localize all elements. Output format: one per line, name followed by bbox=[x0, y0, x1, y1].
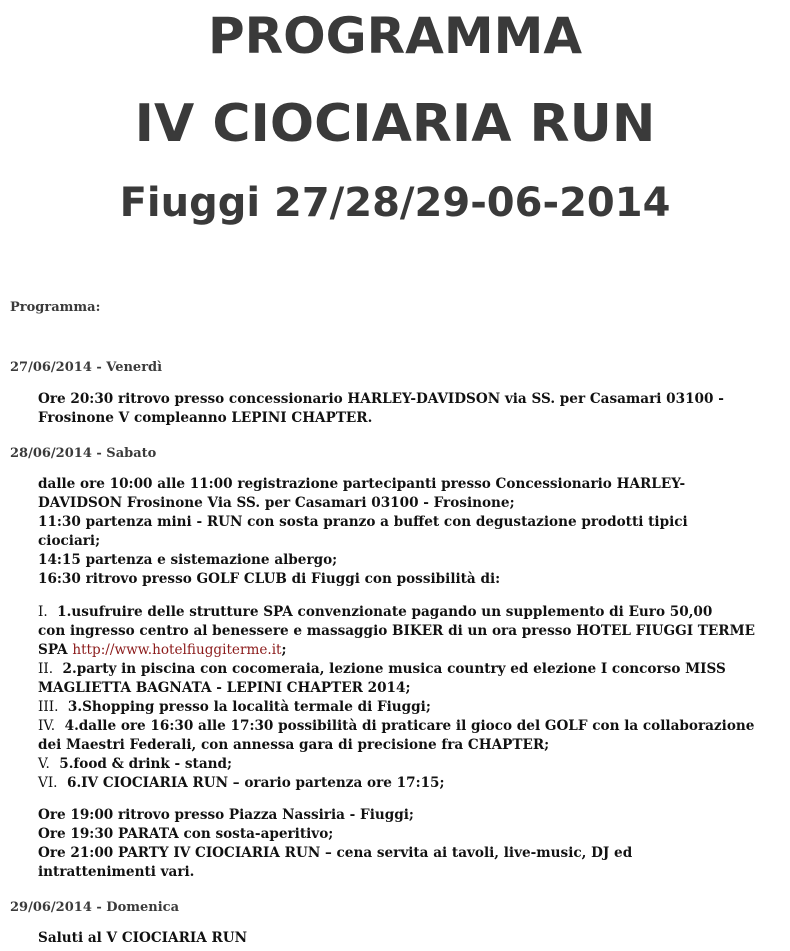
list-item bbox=[38, 603, 783, 622]
text-line: Saluti al V CIOCIARIA RUN bbox=[38, 930, 248, 946]
text-line: Ore 21:00 PARTY IV CIOCIARIA RUN – cena servita ai tavoli, live-music, DJ ed bbox=[38, 845, 633, 861]
day3-label: 29/06/2014 - Domenica bbox=[10, 900, 180, 915]
text-line: 11:30 partenza mini - RUN con sosta pranzo a buffet con degustazione prodotti tipici bbox=[38, 514, 688, 530]
list-item bbox=[38, 717, 783, 736]
list-text: ; bbox=[281, 642, 287, 658]
list-number: I. bbox=[38, 604, 48, 620]
list-item bbox=[38, 698, 783, 717]
title-date: Fiuggi 27/28/29-06-2014 bbox=[119, 180, 671, 226]
text-line: DAVIDSON Frosinone Via SS. per Casamari 03100 - Frosinone; bbox=[38, 495, 515, 511]
list-text: 6.IV CIOCIARIA RUN – orario partenza ore 17:15; bbox=[66, 775, 445, 791]
text-line: dei Maestri Federali, con annessa gara di precisione fra CHAPTER; bbox=[38, 737, 550, 753]
list-number: IV. bbox=[38, 718, 56, 734]
text-line: intrattenimenti vari. bbox=[38, 864, 195, 880]
programma-label: Programma: bbox=[10, 300, 101, 315]
day1-text bbox=[38, 390, 783, 428]
day2-text bbox=[38, 475, 783, 589]
text-line: 14:15 partenza e sistemazione albergo; bbox=[38, 552, 338, 568]
hotel-link[interactable]: http://www.hotelfiuggiterme.it bbox=[72, 642, 282, 658]
text-line: Ore 19:30 PARATA con sosta-aperitivo; bbox=[38, 826, 334, 842]
text-line: Ore 20:30 ritrovo presso concessionario HARLEY-DAVIDSON via SS. per Casamari 03100 - bbox=[38, 391, 724, 407]
list-number: VI. bbox=[38, 775, 58, 791]
text-line bbox=[38, 641, 783, 660]
list-text: 1.usufruire delle strutture SPA convenzionate pagando un supplemento di Euro 50,00 bbox=[57, 604, 713, 620]
list-text: SPA bbox=[38, 642, 68, 658]
list-number: II. bbox=[38, 661, 54, 677]
list-item bbox=[38, 774, 783, 793]
text-line: ciociari; bbox=[38, 533, 101, 549]
text-line: dalle ore 10:00 alle 11:00 registrazione partecipanti presso Concessionario HARLEY- bbox=[38, 476, 686, 492]
list-text: 5.food & drink - stand; bbox=[59, 756, 233, 772]
evening-text bbox=[38, 806, 783, 882]
activity-list bbox=[38, 603, 783, 793]
list-text: 4.dalle ore 16:30 alle 17:30 possibilità di praticare il gioco del GOLF con la collaborazione bbox=[64, 718, 755, 734]
text-line: 16:30 ritrovo presso GOLF CLUB di Fiuggi con possibilità di: bbox=[38, 571, 501, 587]
title-programma: PROGRAMMA bbox=[207, 7, 583, 65]
text-line: Frosinone V compleanno LEPINI CHAPTER. bbox=[38, 410, 373, 426]
day2-label: 28/06/2014 - Sabato bbox=[10, 446, 157, 461]
text-line: con ingresso centro al benessere e massaggio BIKER di un ora presso HOTEL FIUGGI TERME bbox=[38, 623, 755, 639]
text-line: MAGLIETTA BAGNATA - LEPINI CHAPTER 2014; bbox=[38, 680, 411, 696]
day3-text bbox=[38, 929, 783, 948]
title-event: IV CIOCIARIA RUN bbox=[134, 94, 656, 154]
list-text: 2.party in piscina con cocomeraia, lezione musica country ed elezione I concorso MISS bbox=[62, 661, 726, 677]
list-number: III. bbox=[38, 699, 59, 715]
list-item bbox=[38, 755, 783, 774]
list-text: 3.Shopping presso la località termale di Fiuggi; bbox=[67, 699, 431, 715]
list-number: V. bbox=[38, 756, 50, 772]
text-line: Ore 19:00 ritrovo presso Piazza Nassiria - Fiuggi; bbox=[38, 807, 414, 823]
day1-label: 27/06/2014 - Venerdì bbox=[10, 360, 163, 375]
list-item bbox=[38, 660, 783, 679]
